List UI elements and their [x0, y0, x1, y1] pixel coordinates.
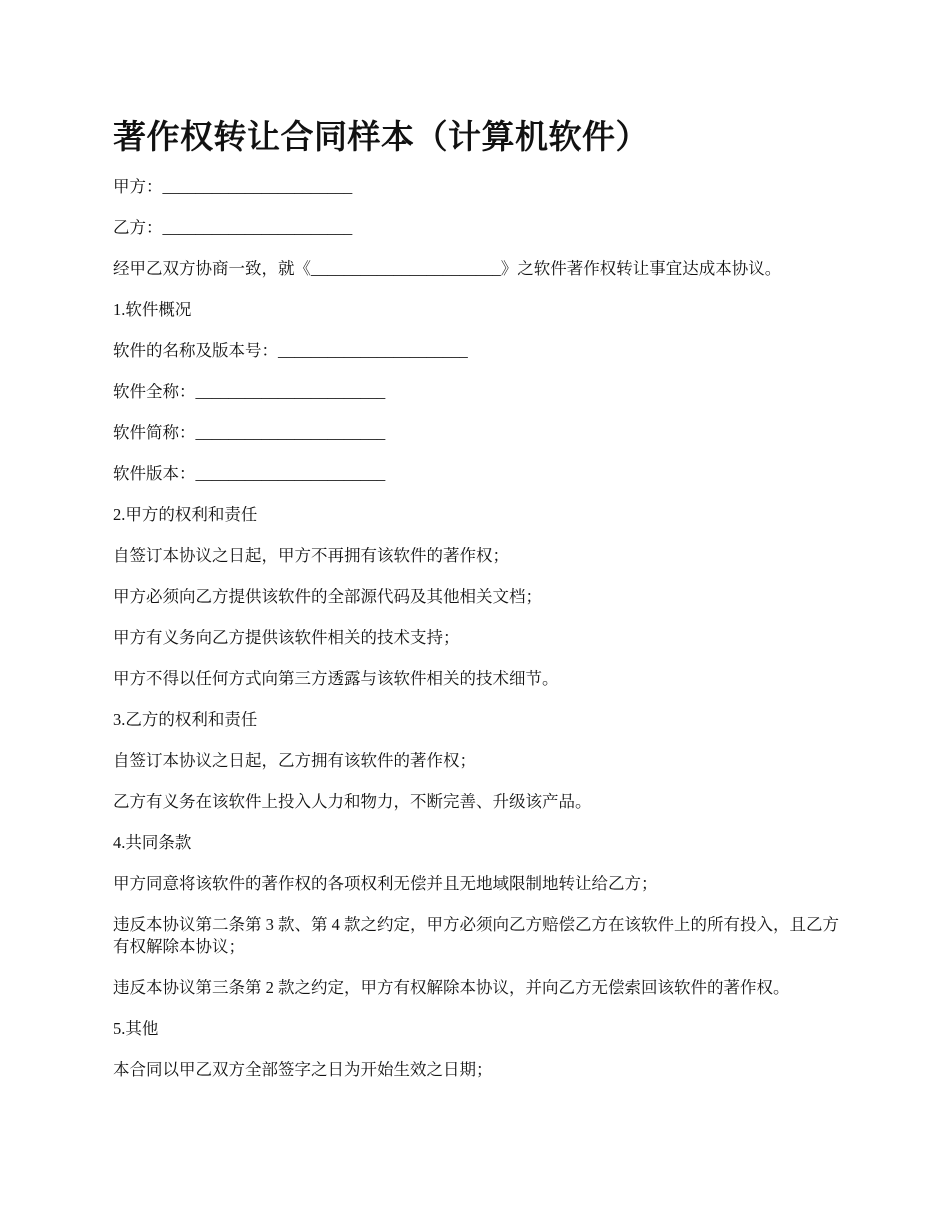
field-label: 软件的名称及版本号： [113, 341, 278, 360]
field-line [113, 381, 853, 403]
intro-paragraph [113, 258, 853, 280]
clause-paragraph: 违反本协议第三条第 2 款之约定，甲方有权解除本协议，并向乙方无偿索回该软件的著作权。 [113, 978, 790, 997]
field-label: 软件全称： [113, 382, 196, 401]
clause-paragraph: 甲方不得以任何方式向第三方透露与该软件相关的技术细节。 [113, 669, 559, 688]
software-name-blank: _______________________ [311, 259, 501, 278]
field-line [113, 463, 853, 485]
party-b-blank: _______________________ [162, 218, 353, 237]
party-a-blank: _______________________ [162, 177, 353, 196]
intro-after: 》之软件著作权转让事宜达成本协议。 [500, 259, 782, 278]
section-5-heading: 5.其他 [113, 1019, 159, 1038]
clause-paragraph: 违反本协议第二条第 3 款、第 4 款之约定，甲方必须向乙方赔偿乙方在该软件上的所有投入，且乙方有权解除本协议； [113, 915, 839, 956]
field-label: 软件版本： [113, 464, 196, 483]
party-a-label: 甲方： [113, 177, 163, 196]
section-3-heading: 3.乙方的权利和责任 [113, 710, 258, 729]
clause-paragraph: 自签订本协议之日起，乙方拥有该软件的著作权； [113, 751, 476, 770]
section-1-heading: 1.软件概况 [113, 300, 192, 319]
clause-paragraph: 本合同以甲乙双方全部签字之日为开始生效之日期； [113, 1060, 493, 1079]
field-blank: _______________________ [278, 341, 468, 360]
document-page [113, 110, 853, 1100]
field-blank: _______________________ [195, 464, 386, 483]
clause-paragraph: 甲方必须向乙方提供该软件的全部源代码及其他相关文档； [113, 587, 542, 606]
field-blank: _______________________ [195, 423, 386, 442]
field-label: 软件简称： [113, 423, 196, 442]
clause-paragraph: 甲方有义务向乙方提供该软件相关的技术支持； [113, 628, 460, 647]
field-line [113, 340, 853, 362]
party-a-line [113, 176, 853, 198]
intro-before: 经甲乙双方协商一致，就《 [113, 259, 311, 278]
clause-paragraph: 甲方同意将该软件的著作权的各项权利无偿并且无地域限制地转让给乙方； [113, 874, 658, 893]
document-title: 著作权转让合同样本（计算机软件） [113, 117, 649, 156]
section-2-heading: 2.甲方的权利和责任 [113, 505, 258, 524]
clause-paragraph: 乙方有义务在该软件上投入人力和物力，不断完善、升级该产品。 [113, 792, 592, 811]
party-b-label: 乙方： [113, 218, 163, 237]
clause-paragraph: 自签订本协议之日起，甲方不再拥有该软件的著作权； [113, 546, 509, 565]
party-b-line [113, 217, 853, 239]
field-line [113, 422, 853, 444]
field-blank: _______________________ [195, 382, 386, 401]
section-4-heading: 4.共同条款 [113, 833, 192, 852]
